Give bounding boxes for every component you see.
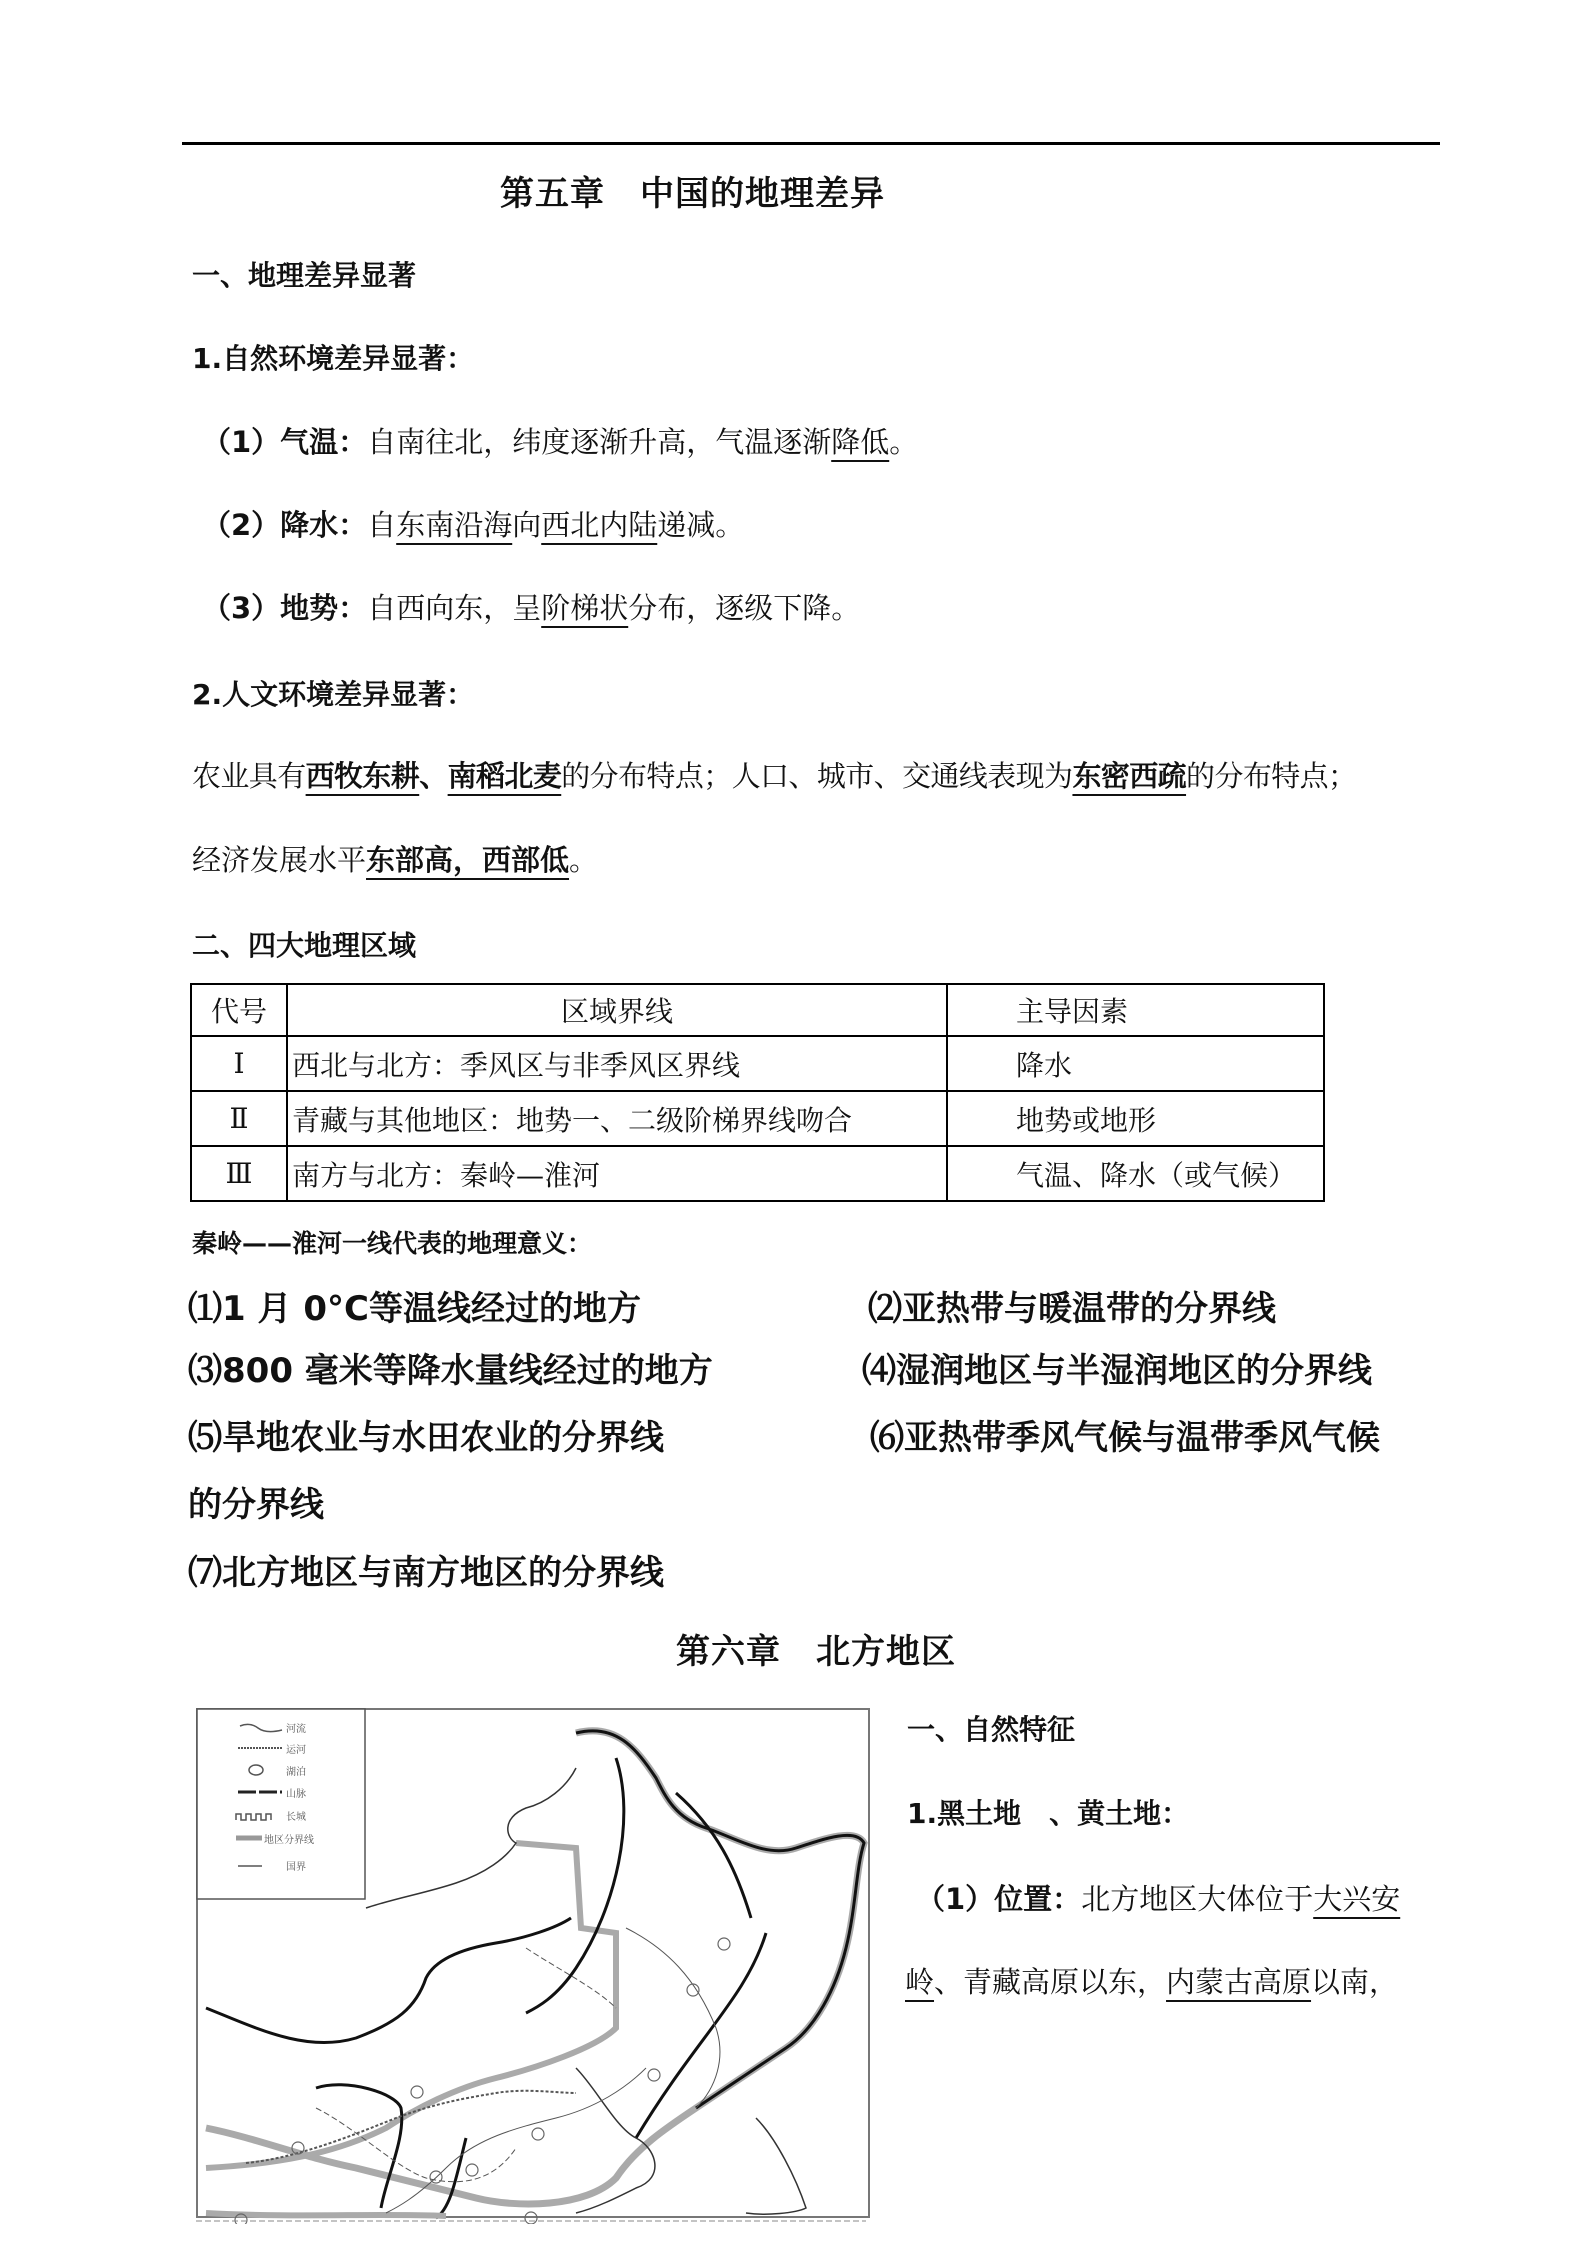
item-text: 自南往北，纬度逐渐升高，气温逐渐: [367, 425, 832, 459]
black-yellow-soil-heading: 1.黑土地 、黄土地：: [907, 1797, 1190, 1830]
section2-heading: 二、四大地理区域: [192, 929, 417, 962]
natural-env-heading: 1.自然环境差异显著：: [192, 342, 475, 375]
natural-features-heading: 一、自然特征: [907, 1713, 1076, 1746]
item-label: （3）地势：: [202, 591, 368, 625]
row-factor: 降水: [947, 1036, 1324, 1091]
significance-item: ⑴1 月 0°C等温线经过的地方: [188, 1289, 641, 1329]
text: 。: [569, 843, 599, 877]
item-text: 自西向东，呈: [367, 591, 542, 625]
significance-item: ⑷湿润地区与半湿润地区的分界线: [862, 1351, 1372, 1391]
row-code: Ⅱ: [191, 1091, 287, 1146]
item-label: （2）降水：: [202, 508, 368, 542]
text: 、青藏高原以东，: [934, 1965, 1167, 1999]
chapter6-title: 第六章 北方地区: [676, 1632, 956, 1672]
significance-item: ⑸旱地农业与水田农业的分界线: [188, 1418, 664, 1458]
row-factor: 地势或地形: [947, 1091, 1324, 1146]
location-line1: [916, 1877, 1400, 1918]
answer-blank: 西牧东耕: [305, 759, 420, 793]
row-code: Ⅲ: [191, 1146, 287, 1201]
text: 以南，: [1311, 1965, 1399, 1999]
significance-item: ⑺北方地区与南方地区的分界线: [188, 1553, 664, 1593]
table-header-row: [191, 984, 1324, 1036]
significance-item: ⑶800 毫米等降水量线经过的地方: [188, 1351, 713, 1391]
human-env-line2: [192, 838, 598, 879]
row-factor: 气温、降水（或气候）: [947, 1146, 1324, 1201]
answer-blank: 大兴安: [1313, 1882, 1401, 1916]
answer-blank: 内蒙古高原: [1166, 1965, 1312, 1999]
text: 、: [419, 759, 448, 793]
human-env-line1: [192, 754, 1356, 795]
significance-item-continuation: 的分界线: [188, 1485, 324, 1525]
answer-blank: 降低: [831, 425, 890, 459]
answer-blank: 南稻北麦: [447, 759, 562, 793]
answer-blank: 阶梯状: [541, 591, 629, 625]
answer-blank: 东密西疏: [1072, 759, 1187, 793]
map-legend: [197, 1709, 365, 1899]
human-env-heading: 2.人文环境差异显著：: [192, 678, 475, 711]
row-code: Ⅰ: [191, 1036, 287, 1091]
natural-item-temperature: [202, 420, 918, 461]
item-label: （1）气温：: [202, 425, 368, 459]
item-text: 分布，逐级下降。: [628, 591, 861, 625]
legend-label: 湖泊: [286, 1767, 306, 1778]
item-text: 向: [512, 508, 542, 542]
answer-blank: 岭: [905, 1965, 935, 1999]
item-text: 递减。: [657, 508, 745, 542]
row-boundary: 青藏与其他地区：地势一、二级阶梯界线吻合: [287, 1091, 947, 1146]
significance-item: ⑵亚热带与暖温带的分界线: [868, 1289, 1276, 1329]
text: 经济发展水平: [192, 843, 367, 877]
item-text: 。: [889, 425, 919, 459]
text: 农业具有: [192, 759, 306, 793]
answer-blank: 西北内陆: [541, 508, 658, 542]
table-row: [191, 1146, 1324, 1201]
natural-item-precipitation: [202, 503, 744, 544]
north-region-map: [196, 1708, 870, 2224]
row-boundary: 西北与北方：季风区与非季风区界线: [287, 1036, 947, 1091]
legend-label: 地区分界线: [264, 1835, 314, 1846]
header-factor: 主导因素: [947, 984, 1324, 1036]
answer-blank: 东南沿海: [396, 508, 513, 542]
location-line2: [905, 1960, 1398, 2001]
legend-box: [197, 1709, 365, 1899]
header-boundary: 区域界线: [287, 984, 947, 1036]
table-row: [191, 1091, 1324, 1146]
section1-heading: 一、地理差异显著: [192, 259, 417, 292]
significance-heading: 秦岭——淮河一线代表的地理意义：: [192, 1229, 593, 1258]
item-label: （1）位置：: [916, 1882, 1082, 1916]
regions-table: [190, 983, 1325, 1202]
text: 的分布特点；: [1186, 759, 1357, 793]
legend-label: 河流: [286, 1724, 306, 1735]
table-row: [191, 1036, 1324, 1091]
natural-item-terrain: [202, 586, 860, 627]
answer-blank: 东部高，西部低: [366, 843, 570, 877]
text: 的分布特点；人口、城市、交通线表现为: [561, 759, 1073, 793]
row-boundary: 南方与北方：秦岭—淮河: [287, 1146, 947, 1201]
header-code: 代号: [191, 984, 287, 1036]
header-rule: [182, 142, 1440, 145]
legend-label: 国界: [286, 1862, 306, 1873]
chapter5-title: 第五章 中国的地理差异: [500, 174, 885, 214]
item-text: 自: [367, 508, 397, 542]
text: 北方地区大体位于: [1081, 1882, 1314, 1916]
legend-label: 山脉: [286, 1789, 306, 1800]
legend-label: 运河: [286, 1745, 306, 1756]
legend-label: 长城: [286, 1812, 306, 1823]
significance-item: ⑹亚热带季风气候与温带季风气候: [870, 1418, 1380, 1458]
